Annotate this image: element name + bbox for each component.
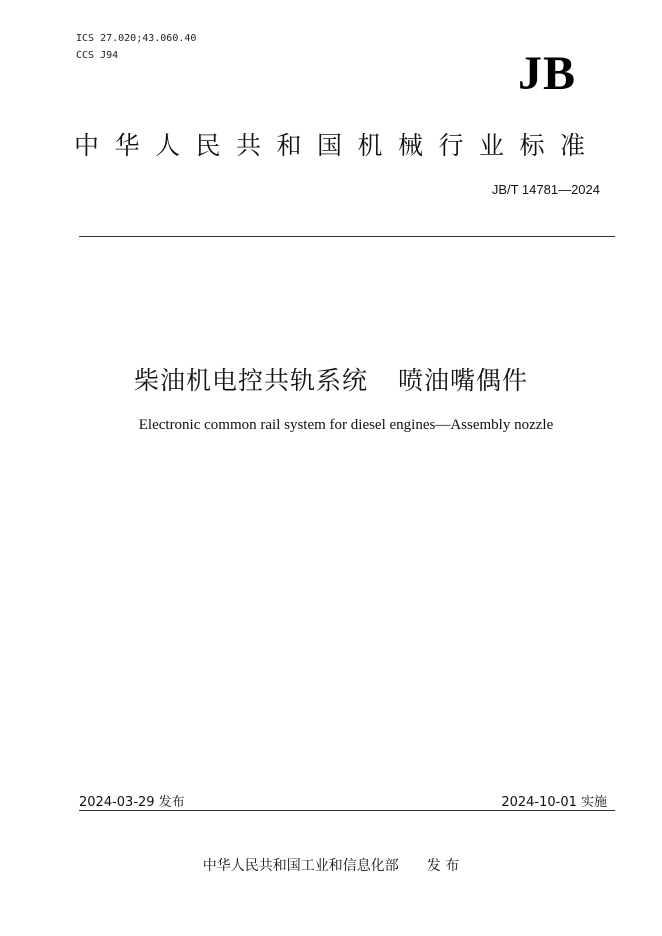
ccs-code: CCS J94 [76,50,119,61]
issuer-name: 中华人民共和国工业和信息化部 [202,858,399,874]
standard-name: 中华人民共和国机械行业标准 [74,131,601,160]
title-sub: 喷油嘴偶件 [398,366,529,395]
document-title-cn [0,361,662,397]
jb-logo: JB [517,47,576,100]
issue-date: 2024-03-29 发布 [79,795,185,810]
bottom-divider [79,810,615,811]
document-title-en: Electronic common rail system for diesel engines—Assembly nozzle [138,417,554,433]
implementation-date: 2024-10-01 实施 [501,795,607,810]
title-main: 柴油机电控共轨系统 [133,366,368,395]
issuer [0,855,662,875]
standard-code: JB/T 14781—2024 [491,182,600,197]
issuer-action: 发 布 [426,858,460,874]
top-divider [79,236,615,237]
ics-code: ICS 27.020;43.060.40 [76,33,197,44]
